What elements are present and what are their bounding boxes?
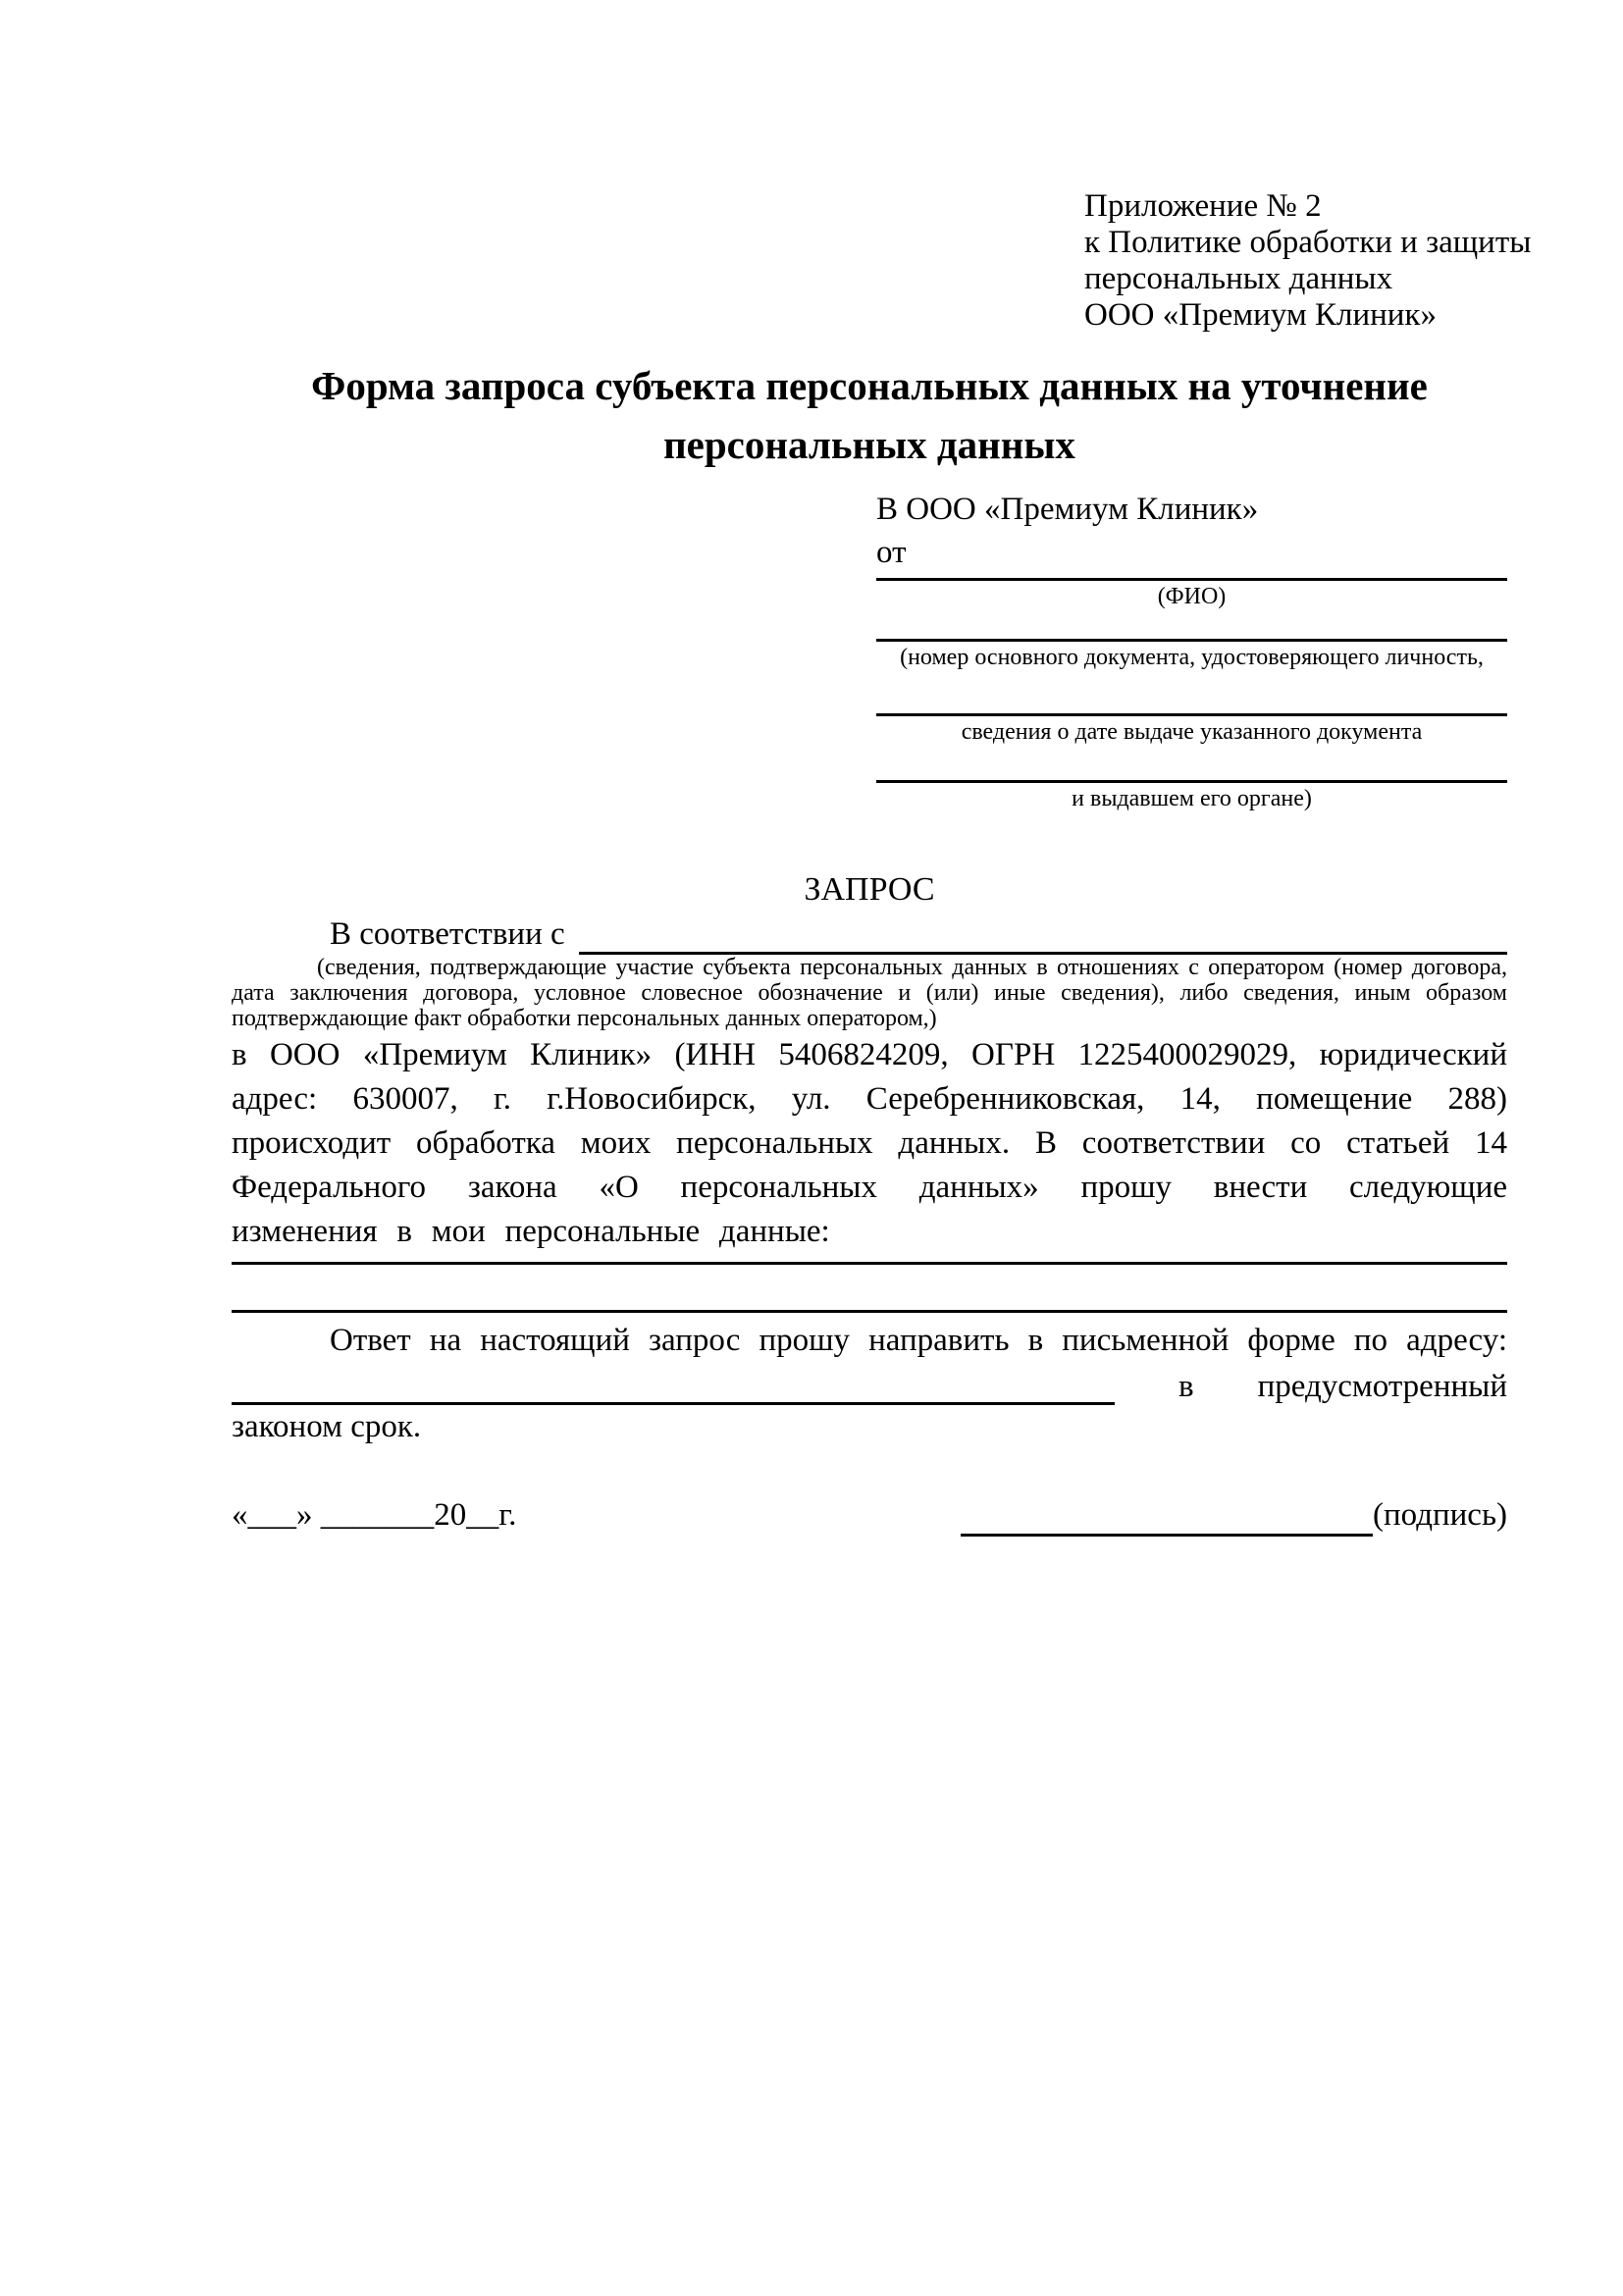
document-title-line-1: Форма запроса субъекта персональных данных на уточнение — [311, 363, 1428, 408]
addressee-to: В ООО «Премиум Клиник» — [876, 492, 1259, 527]
date-line[interactable]: «___» _______20__г. — [232, 1497, 517, 1533]
basis-label: В соответствии с — [330, 916, 565, 952]
changes-input-line-1[interactable] — [232, 1254, 1507, 1265]
reply-line-3: законом срок. — [232, 1409, 422, 1444]
appendix-line-3: персональных данных — [1084, 261, 1393, 296]
issue-date-caption: сведения о дате выдаче указанного документа — [961, 719, 1423, 745]
document-title — [232, 356, 1507, 474]
issue-date-field — [876, 672, 1507, 747]
issuing-authority-caption: и выдавшем его органе) — [1072, 786, 1312, 811]
basis-input-line[interactable] — [579, 914, 1507, 955]
reply-word-2: предусмотренный — [1257, 1369, 1507, 1404]
reply-address-input-line[interactable] — [232, 1363, 1115, 1405]
changes-input-line-2[interactable] — [232, 1265, 1507, 1313]
page-content — [232, 0, 1532, 1537]
appendix-line-2: к Политике обработки и защиты — [1084, 225, 1532, 260]
basis-caption: (сведения, подтверждающие участие субъекта персональных данных в отношениях с оператором (номер договора, дата заключения договора, условное словесное обозначение и (или) иные сведения), либо сведения, иным образом подтверждающие факт обработки персональных данных оператором,) — [232, 955, 1507, 1031]
reply-word-1: в — [1178, 1369, 1194, 1404]
document-number-field — [876, 611, 1507, 672]
addressee-from: от — [876, 535, 907, 570]
document-number-input-line[interactable] — [876, 611, 1507, 642]
issue-date-input-line[interactable] — [876, 672, 1507, 716]
reply-paragraph — [232, 1319, 1507, 1448]
basis-row — [232, 913, 1507, 955]
issuing-authority-field — [876, 747, 1507, 813]
document-title-line-2: персональных данных — [663, 422, 1075, 467]
request-heading: ЗАПРОС — [804, 871, 935, 908]
appendix-line-4: ООО «Премиум Клиник» — [1084, 297, 1437, 333]
fio-field — [876, 574, 1507, 611]
reply-line-1: Ответ на настоящий запрос прошу направить в письменной форме по адресу: — [330, 1323, 1507, 1358]
reply-line-2 — [232, 1362, 1507, 1405]
fio-input-line[interactable] — [876, 574, 1507, 581]
fio-caption: (ФИО) — [1157, 584, 1227, 609]
addressee-block — [876, 488, 1507, 813]
signature-block — [961, 1493, 1507, 1537]
request-body-paragraph: в ООО «Премиум Клиник» (ИНН 5406824209, ОГРН 1225400029029, юридический адрес: 630007, г. г.Новосибирск, ул. Серебренниковская, 14, помещение 288) происходит обработка моих персональных данных. В соответствии со статьей 14 Федерального закона «О персональных данных» прошу внести следующие изменения в мои персональные данные: — [232, 1037, 1507, 1249]
appendix-note — [1084, 188, 1532, 334]
issuing-authority-input-line[interactable] — [876, 747, 1507, 783]
document-number-caption: (номер основного документа, удостоверяющего личность, — [900, 645, 1484, 670]
signature-input-line[interactable] — [961, 1496, 1373, 1537]
signature-caption: (подпись) — [1373, 1497, 1507, 1533]
date-signature-row — [232, 1493, 1507, 1537]
appendix-line-1: Приложение № 2 — [1084, 188, 1322, 224]
